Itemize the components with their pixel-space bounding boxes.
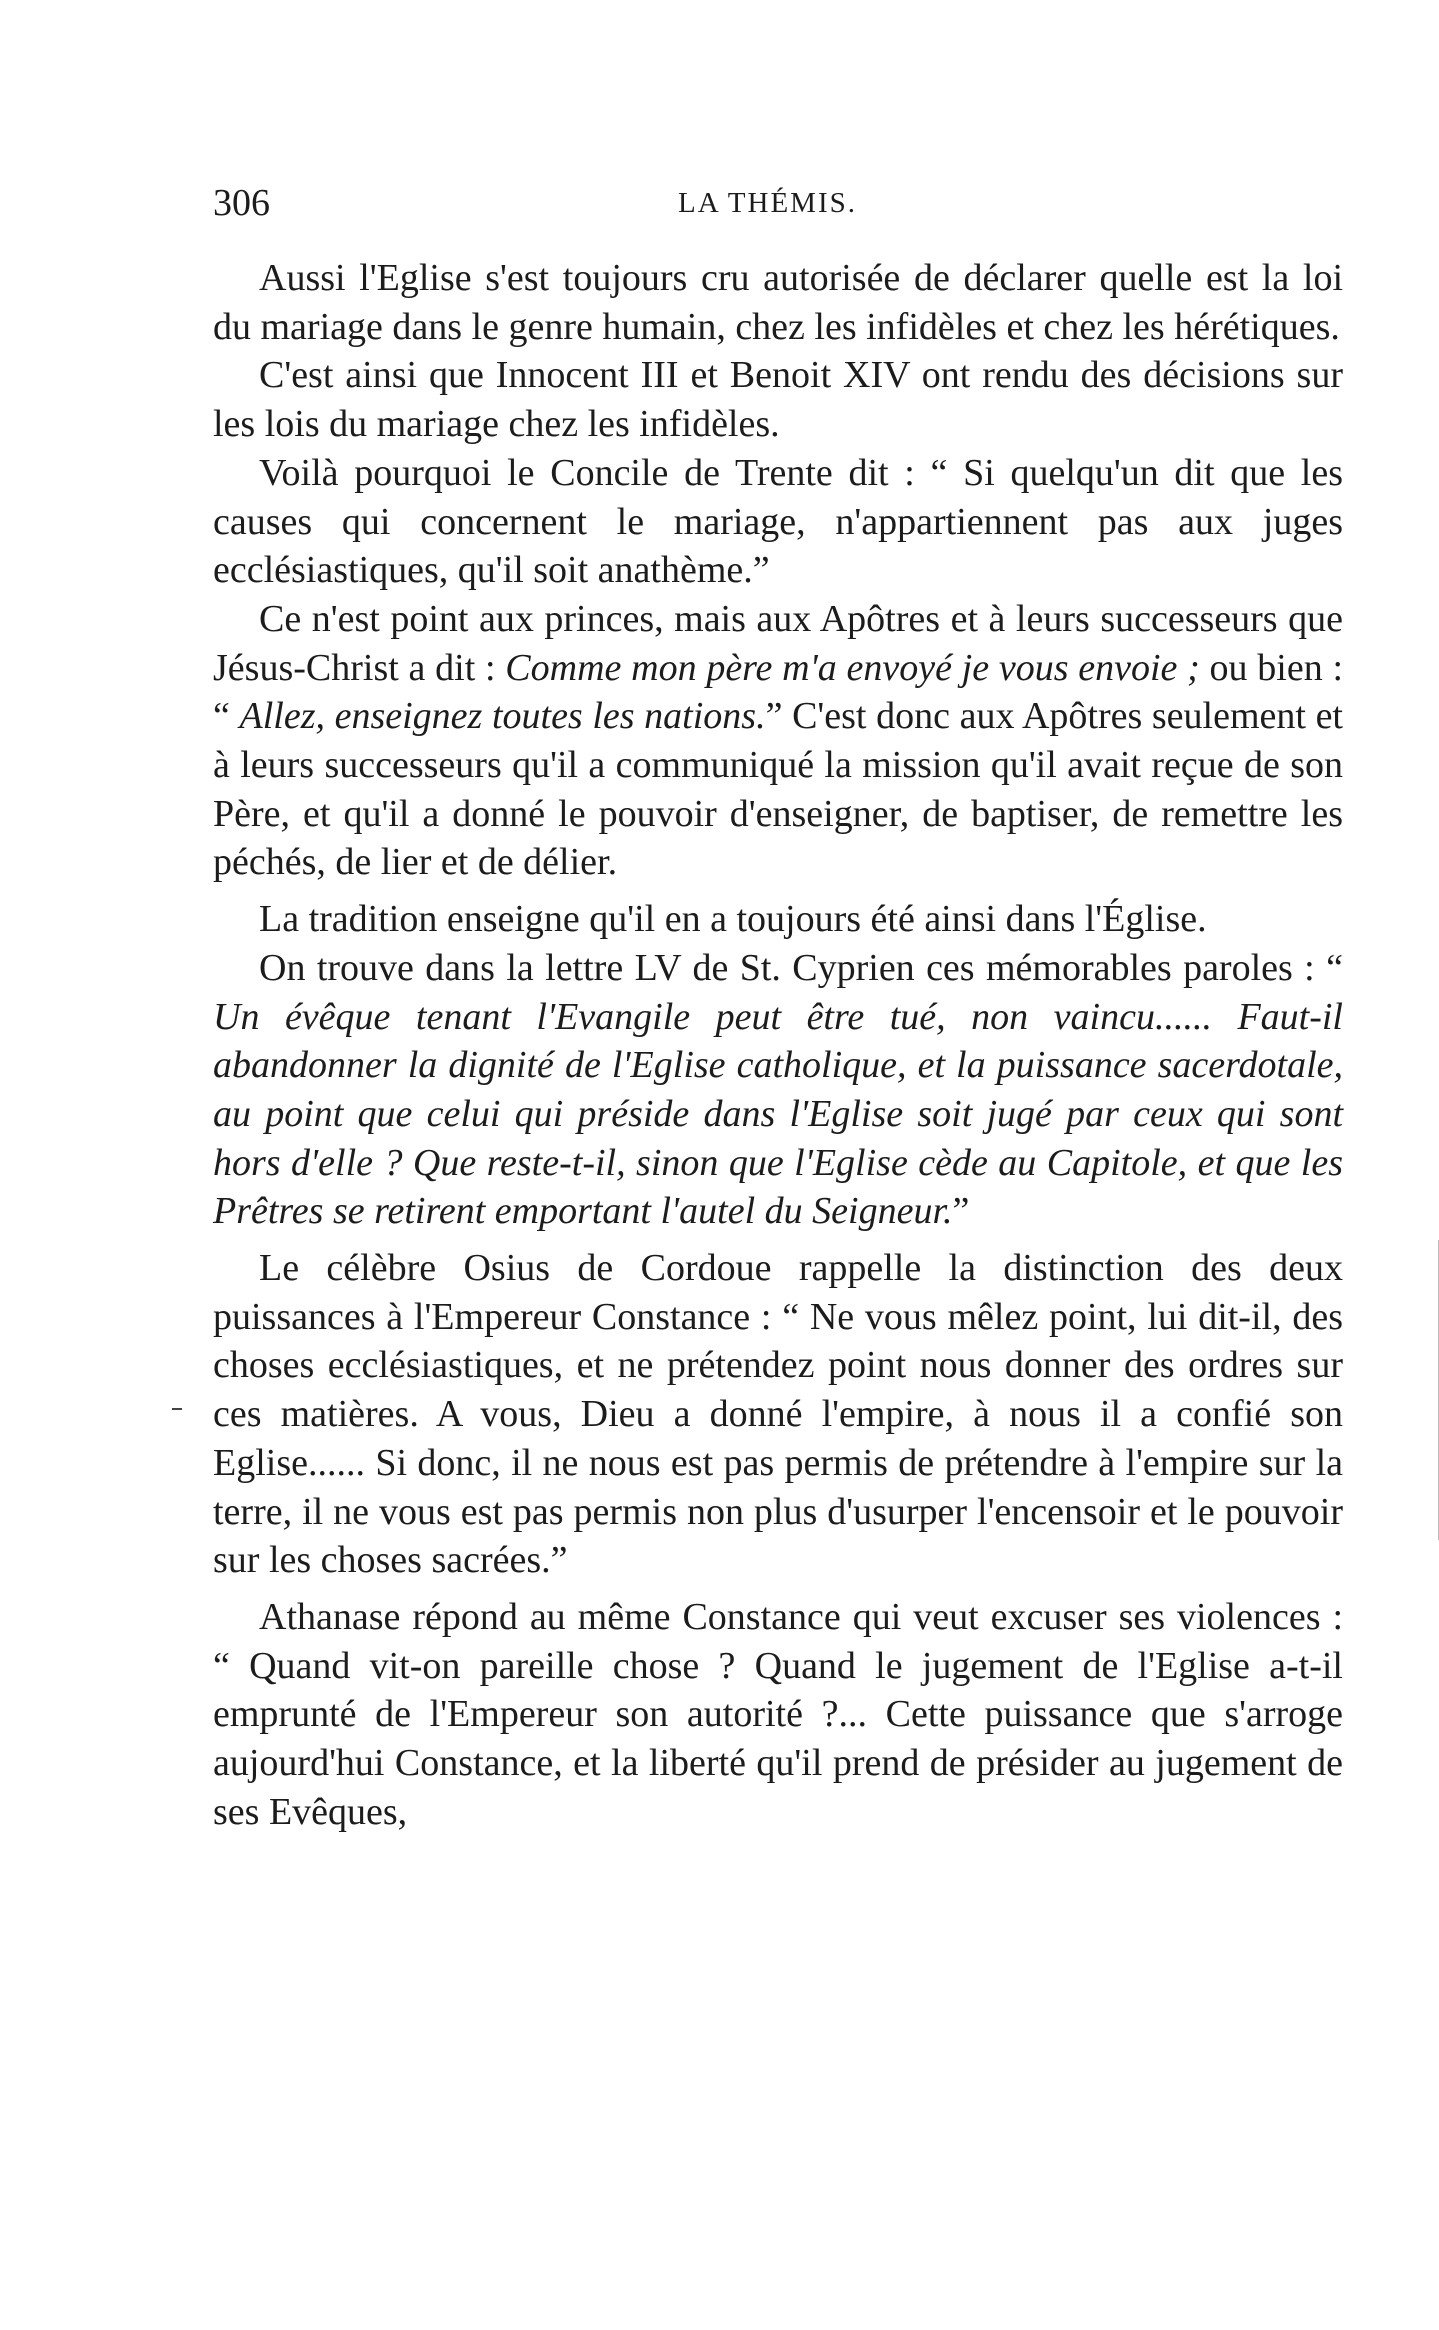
text-segment: Athanase répond au même Constance qui veut excuser ses violences : “ Quand vit-on pareille chose ? Quand le jugement de l'Eglise a-t-il emprunté de l'Empereur son autorité ?... Cette puissance que s'arroge aujourd'hui Constance, et la liberté qu'il prend de présider au jugement de ses Evêques,: [213, 1595, 1343, 1833]
margin-mark: [172, 1408, 182, 1410]
running-title: LA THÉMIS.: [678, 187, 857, 219]
text-segment: C'est ainsi que Innocent III et Benoit XIV ont rendu des décisions sur les lois du mariage chez les infidèles.: [213, 354, 1343, 446]
italic-quote: Comme mon père m'a envoyé je vous envoie ;: [505, 646, 1200, 689]
text-segment: ” C'est donc aux Apôtres seulement et à leurs successeurs qu'il a communiqué la mission qu'il avait reçue de son Père, et qu'il a donné le pouvoir d'enseigner, de baptiser, de remettre les péchés, de lier et de délier.: [213, 695, 1343, 884]
italic-quote: Un évêque tenant l'Evangile peut être tué, non vaincu...... Faut-il abandonner la dignité de l'Eglise catholique, et la puissance sacerdotale, au point que celui qui préside dans l'Eglise soit jugé par ceux qui sont hors d'elle ? Que reste-t-il, sinon que l'Eglise cède au Capitole, et que les Prêtres se retirent emportant l'autel du Seigneur.: [213, 995, 1343, 1233]
text-segment: Le célèbre Osius de Cordoue rappelle la distinction des deux puissances à l'Empereur Constance : “ Ne vous mêlez point, lui dit-il, des choses ecclésiastiques, et ne prétendez point nous donner des ordres sur ces matières. A vous, Dieu a donné l'empire, à nous il a confié son Eglise...... Si donc, il ne nous est pas permis de prétendre à l'empire sur la terre, il ne vous est pas permis non plus d'usurper l'encensoir et le pouvoir sur les choses sacrées.”: [213, 1247, 1343, 1582]
text-segment: ou bien : “: [213, 646, 1344, 738]
body-text: [213, 254, 1343, 1837]
paragraph-4: [213, 595, 1343, 887]
page-number: 306: [213, 182, 270, 224]
paragraph-2: [213, 351, 1343, 448]
text-segment: ”: [952, 1190, 970, 1233]
running-head: [213, 178, 1343, 228]
text-segment: La tradition enseigne qu'il en a toujours été ainsi dans l'Église.: [259, 898, 1207, 941]
paragraph-6: [213, 944, 1343, 1236]
paragraph-1: [213, 254, 1343, 351]
paragraph-5: [213, 895, 1343, 944]
italic-quote: Allez, enseignez toutes les nations.: [239, 695, 766, 738]
text-segment: On trouve dans la lettre LV de St. Cyprien ces mémorables paroles : “: [259, 946, 1343, 989]
paragraph-7: [213, 1244, 1343, 1585]
paragraph-3: [213, 449, 1343, 595]
text-segment: Aussi l'Eglise s'est toujours cru autorisée de déclarer quelle est la loi du mariage dans le genre humain, chez les infidèles et chez les hérétiques.: [213, 257, 1343, 348]
text-segment: Voilà pourquoi le Concile de Trente dit : “ Si quelqu'un dit que les causes qui concernent le mariage, n'appartiennent pas aux juges ecclésiastiques, qu'il soit anathème.”: [213, 451, 1343, 592]
text-segment: Ce n'est point aux princes, mais aux Apôtres et à leurs successeurs que Jésus-Christ a dit :: [213, 597, 1343, 689]
paragraph-8: [213, 1593, 1343, 1837]
